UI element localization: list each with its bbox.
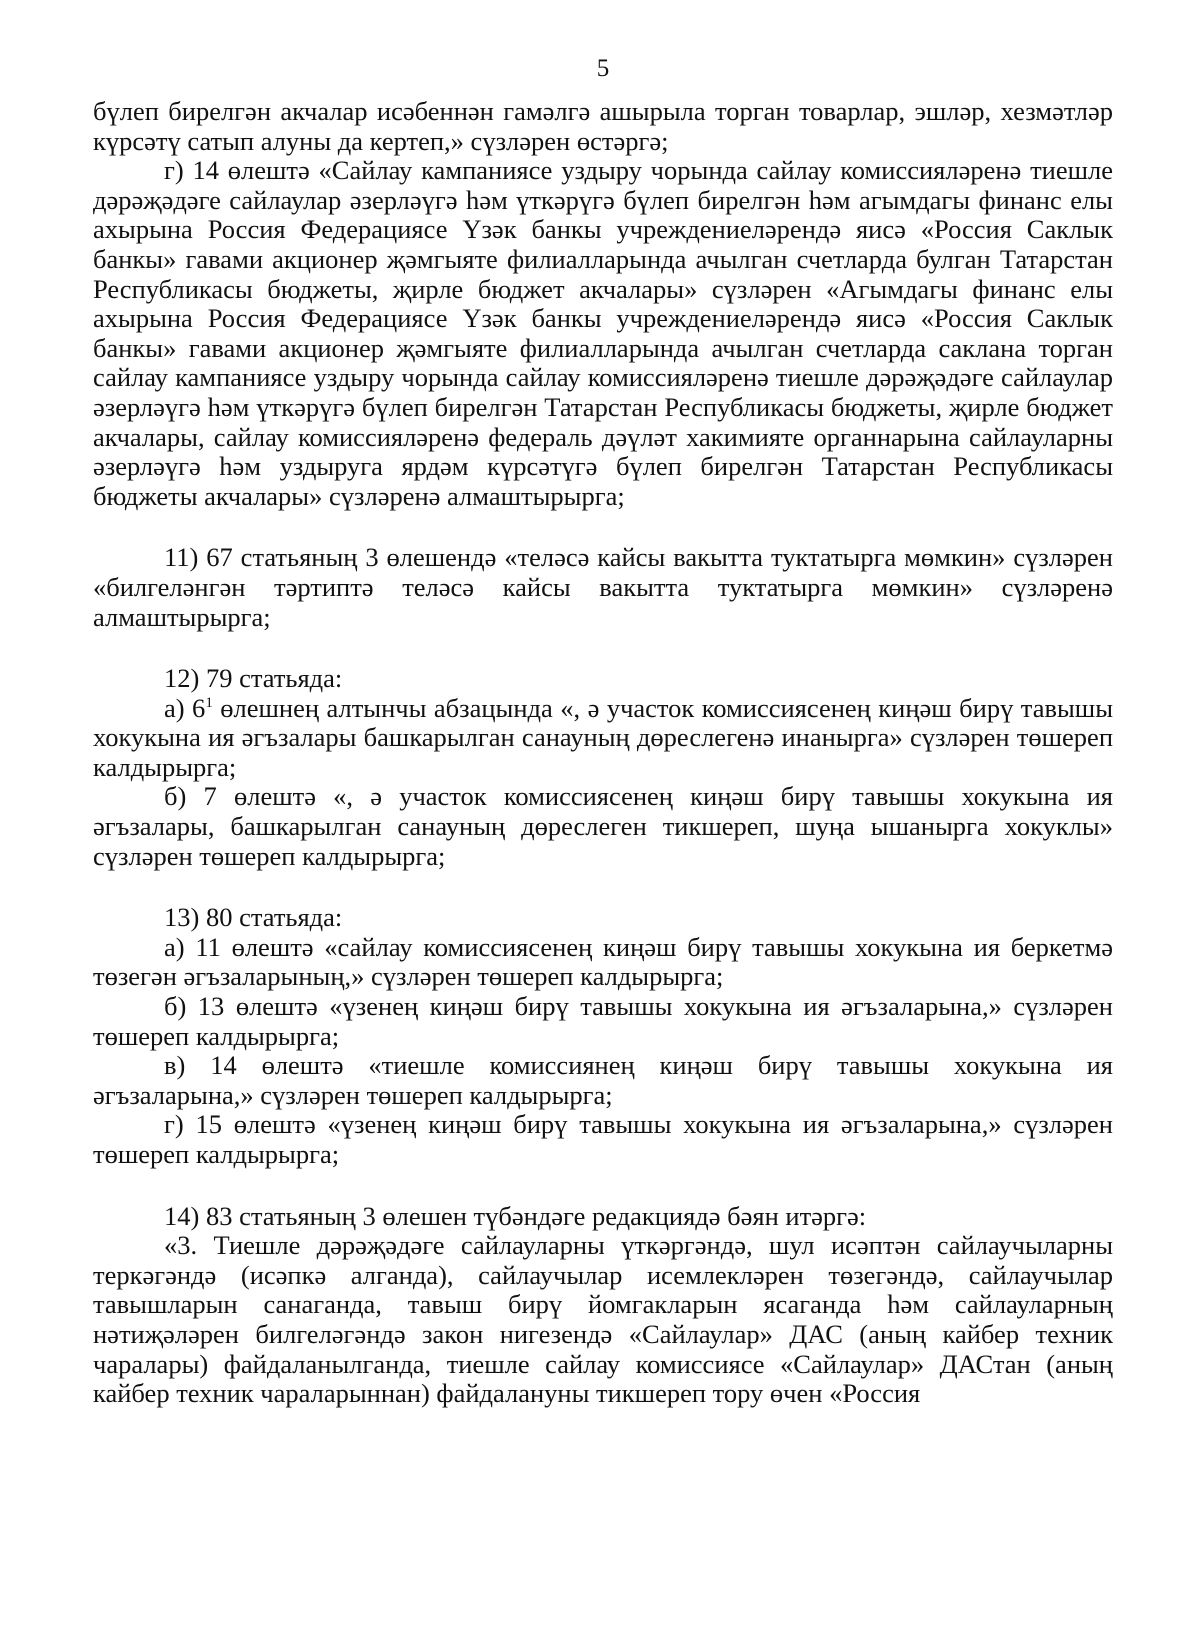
document-page [93,55,1113,1409]
paragraph-item-14-heading: 14) 83 статьяның 3 өлешен түбәндәге редакциядә бәян итәргә: [164,1200,867,1231]
paragraph-item-13-v: в) 14 өлештә «тиешле комиссиянең киңәш бирү тавышы хокукына ия әгъзаларына,» сүзләрен төшереп калдырырга; [93,1050,1113,1110]
paragraph-item-13-b: б) 13 өлештә «үзенең киңәш бирү тавышы хокукына ия әгъзаларына,» сүзләрен төшереп калдырырга; [93,991,1113,1051]
paragraph-item-13-a: а) 11 өлештә «сайлау комиссиясенең киңәш бирү тавышы хокукына ия беркетмә төзегән әгъзаларының,» сүзләрен төшереп калдырырга; [93,931,1113,992]
paragraph-item-14-text: «3. Тиешле дәрәҗәдәге сайлауларны үткәргәндә, шул исәптән сайлаучыларны теркәгәндә (исәпкә алганда), сайлаучылар исемлекләрен төзегәндә, сайлаучылар тавышларын санаганда, тавыш бирү йомгакларын ясаганда һәм сайлауларның нәтиҗәләрен билгеләгәндә закон нигезендә «Сайлаулар» ДАС (аның кайбер техник чаралары) файдаланылганда, тиешле сайлау комиссиясе «Сайлаулар» ДАСтан (аның кайбер техник чараларыннан) файдалануны тикшереп тору өчен «Россия [93,1230,1113,1409]
paragraph-item-12-heading: 12) 79 статьяда: [164,663,343,694]
paragraph-item-13-heading: 13) 80 статьяда: [164,902,343,933]
paragraph-item-11: 11) 67 статьяның 3 өлешендә «теләсә кайсы вакытта туктатырга мөмкин» сүзләрен «билгеләнгән тәртиптә теләсә кайсы вакытта туктатырга мөмкин» сүзләренә алмаштырырга; [93,542,1113,632]
page-number: 5 [596,55,610,82]
superscript-index: 1 [205,694,213,711]
paragraph-item-12-b: б) 7 өлештә «, ә участок комиссиясенең киңәш бирү тавышы хокукына ия әгъзалары, башкарылган санауның дөреслеген тикшереп, шуңа ышанырга хокуклы» сүзләрен төшереп калдырырга; [93,781,1113,871]
paragraph-b2: г) 14 өлештә «Сайлау кампаниясе уздыру чорында сайлау комиссияләренә тиешле дәрәҗәдәге сайлаулар әзерләүгә һәм үткәрүгә бүлеп бирелгән һәм агымдагы финанс елы ахырына Россия Федерациясе Үзәк банкы учреждениеләрендә яисә «Россия Саклык банкы» гавами акционер җәмгыяте филиалларында ачылган счетларда булган Татарстан Республикасы бюджеты, җирле бюджет акчалары» сүзләрен «Агымдагы финанс елы ахырына Россия Федерациясе Үзәк банкы учреждениеләрендә яисә «Россия Саклык банкы» гавами акционер җәмгыяте филиалларында ачылган счетларда саклана торган сайлау кампаниясе уздыру чорында сайлау комиссияләренә тиешле дәрәҗәдәге сайлаулар әзерләүгә һәм үткәрүгә бүлеп бирелгән Татарстан Республикасы бюджеты, җирле бюджет акчалары, сайлау комиссияләренә федераль дәүләт хакимияте органнарына сайлауларны әзерләүгә һәм уздыруга ярдәм күрсәтүгә бүлеп бирелгән Татарстан Республикасы бюджеты акчалары» сүзләренә алмаштырырга; [93,155,1113,511]
paragraph-item-12-a [93,694,1113,783]
paragraph-gap [93,632,1113,664]
paragraph-item-12-a-rest: өлешнең алтынчы абзацында «, ә участок комиссиясенең киңәш бирү тавышы хокукына ия әгъзалары башкарылган санауның дөреслегенә инанырга» сүзләрен төшереп калдырырга; [93,692,1113,782]
paragraph-item-12-a-start: а) 6 [164,692,206,723]
paragraph-gap [93,871,1113,903]
paragraph-item-13-g: г) 15 өлештә «үзенең киңәш бирү тавышы хокукына ия әгъзаларына,» сүзләрен төшереп калдырырга; [93,1109,1113,1169]
paragraph-gap [93,1170,1113,1202]
paragraph-gap [93,511,1113,543]
paragraph-b1: бүлеп бирелгән акчалар исәбеннән гамәлгә ашырыла торган товарлар, эшләр, хезмәтләр күрсәтү сатып алуны да кертеп,» сүзләрен өстәргә; [93,96,1113,156]
